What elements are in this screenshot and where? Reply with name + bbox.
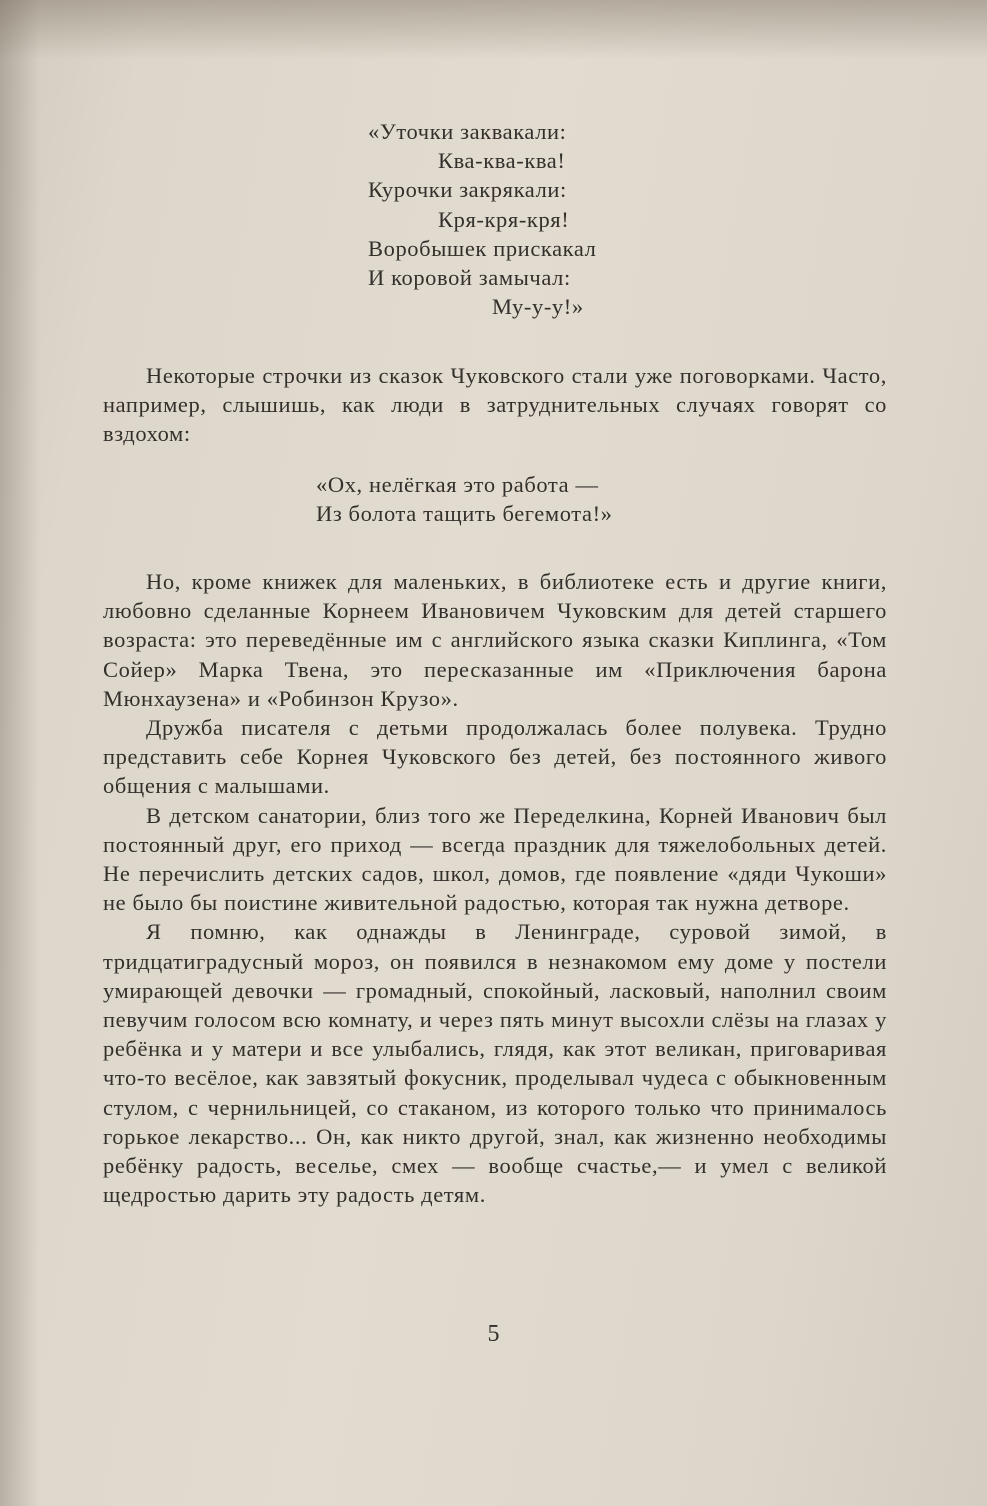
- intro-paragraph-block: [103, 361, 887, 449]
- paragraph: В детском санатории, близ того же Переделкина, Корней Иванович был постоянный друг, его приход — всегда праздник для тяжелобольных детей. Не перечислить детских садов, школ, домов, где появление «дяди Чукоши» не было бы поистине живительной радостью, которая так нужна детворе.: [103, 802, 887, 916]
- page-number: 5: [487, 1321, 500, 1347]
- poem-line: Ква-ква-ква!: [438, 148, 566, 174]
- poem-line: Воробышек прискакал: [368, 235, 597, 261]
- body-text: [103, 567, 887, 1209]
- paragraph: Но, кроме книжек для маленьких, в библиотеке есть и другие книги, любовно сделанные Корнеем Ивановичем Чуковским для детей старшего возраста: это переведённые им с английского языка сказки Киплинга, «Том Сойер» Марка Твена, это пересказанные им «Приключения барона Мюнхаузена» и «Робинзон Крузо».: [103, 569, 887, 711]
- poem-line: Кря-кря-кря!: [438, 206, 570, 232]
- poem-line: «Ох, нелёгкая это работа —: [316, 472, 599, 497]
- poem-line: Из болота тащить бегемота!»: [316, 501, 613, 527]
- poem-line: Му-у-у!»: [492, 294, 584, 320]
- paragraph: Я помню, как однажды в Ленинграде, суровой зимой, в тридцатиградусный мороз, он появился в незнакомом ему доме у постели умирающей девочки — громадный, спокойный, ласковый, наполнил своим певучим голосом всю комнату, и через пять минут высохли слёзы на глазах у ребёнка и у матери и все улыбались, глядя, как этот великан, приговаривая что-то весёлое, как завзятый фокусник, проделывал чудеса с обыкновенным стулом, с чернильницей, со стаканом, из которого только что принималось горькое лекарство... Он, как никто другой, знал, как жизненно необходимы ребёнку радость, веселье, смех — вообще счастье,— и умел с великой щедростью дарить эту радость детям.: [103, 919, 887, 1208]
- poem-excerpt-ducks: [368, 117, 597, 321]
- poem-excerpt-hippo: [316, 470, 613, 528]
- paragraph: Некоторые строчки из сказок Чуковского стали уже поговорками. Часто, например, слышишь, как люди в затруднительных случаях говорят со вздохом:: [103, 363, 887, 447]
- poem-line: И коровой замычал:: [368, 265, 571, 291]
- paragraph: Дружба писателя с детьми продолжалась более полувека. Трудно представить себе Корнея Чуковского без детей, без постоянного живого общения с малышами.: [103, 715, 887, 799]
- poem-line: «Уточки заквакали:: [368, 119, 567, 144]
- poem-line: Курочки закрякали:: [368, 177, 567, 203]
